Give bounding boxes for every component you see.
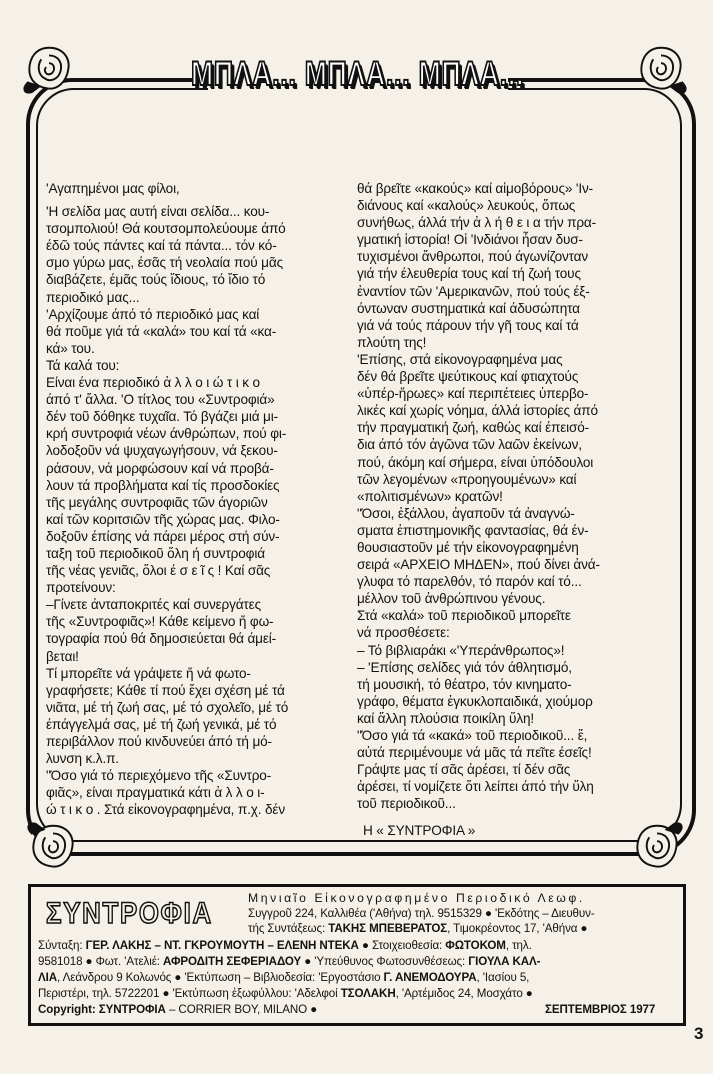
printer-name: Γ. ΑΝΕΜΟΔΟΥΡΑ (383, 971, 477, 984)
text-line: δοξοῦν έπίσης νά πάρει μέρος στή σύν- (46, 528, 280, 544)
text-line: γράφο, θέματα ἐγκυκλοπαιδικά, χιούμορ (357, 693, 593, 709)
rose-icon (24, 818, 82, 876)
text-line: μέλλον τοῦ ἀνθρώπινου γένους. (357, 591, 546, 607)
text-line: Είναι ένα περιοδικό ἀ λ λ ο ι ώ τ ι κ ο (46, 375, 260, 391)
text-line: δέν θά βρεῖτε ψεύτικους καί φτιαχτούς (357, 369, 579, 385)
text-line: καί τῶν κοριτσιῶν τῆς χώρας μας. Φιλο- (46, 511, 280, 527)
masthead-text: τής Συντάξεως: (248, 922, 329, 935)
text-line: Τί μπορεῖτε νά γράψετε ἤ νά φωτο- (46, 665, 251, 681)
text-line: "Όσο γιά τά «κακά» τοῦ περιοδικοῦ... ἔ, (357, 728, 588, 743)
text-line: λουν τά προβλήματα καί τίς προσδοκίες (46, 477, 280, 493)
photocomposition-name: ΓΙΟΥΛΑ ΚΑΛ- (468, 955, 541, 968)
text-line: σματα ἐπιστημονικῆς φαντασίας, θά έν- (357, 522, 589, 538)
cover-printer-name: ΤΣΟΛΑΚΗ (340, 987, 396, 1000)
text-line: θουσιαστοῦν μέ τήν εἰκονογραφημένη (357, 539, 579, 555)
publisher-name: ΤΑΚΗΣ ΜΠΕΒΕΡΑΤΟΣ (328, 922, 448, 935)
rose-icon (632, 40, 690, 98)
text-line: γιά τήν έλευθερία τους καί τή ζωή τους (357, 266, 581, 282)
text-line: – 'Επίσης σελίδες γιά τόν άθλητισμό, (357, 659, 572, 675)
masthead-text: – CORRIER BOY, MILANO ● (165, 1003, 318, 1016)
masthead-text: , 'Ιασίου 5, (476, 971, 530, 984)
masthead-text: , 'Αρτέμιδος 24, Μοσχάτο ● (395, 987, 533, 1000)
text-line: τοῦ περιοδικοῦ... (357, 796, 456, 812)
page-number: 3 (694, 1024, 704, 1043)
text-line: έδῶ τούς πάντες καί τά πάντα... τόν κό- (46, 238, 277, 254)
text-line: συνήθως, άλλά τήν ἀ λ ή θ ε ι α τήν πρα- (357, 215, 596, 231)
text-line: θά ποῦμε γιά τά «καλά» του καί τά «κα- (46, 323, 277, 339)
typesetter-name: ΦΩΤΟΚΟΜ (445, 939, 506, 952)
text-line: αὐτά περιμένουμε νά μᾶς τά πεῖτε έσεῖς! (357, 745, 592, 761)
masthead-line (248, 906, 595, 922)
masthead-text: ● Στοιχειοθεσία: (358, 939, 446, 952)
text-line: τυχισμένοι ἄνθρωποι, πού άγωνίζονταν (357, 249, 589, 265)
text-line: βεται! (46, 648, 79, 664)
masthead-text: Σύνταξη: (38, 939, 86, 952)
text-line: περιοδικό μας... (46, 289, 140, 305)
text-line: τῆς «Συντροφιᾶς»! Κάθε κείμενο ἤ φω- (46, 614, 274, 630)
left-text-column (46, 180, 346, 818)
text-line: τῆς μεγάλης συντροφιᾶς τῶν άγοριῶν (46, 494, 268, 510)
masthead-line (38, 954, 540, 970)
text-line: διαβάζετε, έμᾶς τούς ἴδιους, τό ἴδιο τό (46, 272, 266, 288)
editors-names: ΓΕΡ. ΛΑΚΗΣ – ΝΤ. ΓΚΡΟΥΜΟΥΤΗ – ΕΛΕΝΗ ΝΤΕΚΑ (85, 939, 359, 952)
page-title: ΜΠΛΑ... ΜΠΛΑ... ΜΠΛΑ... (191, 54, 525, 93)
masthead-text: 9581018 ● Φωτ. 'Ατελιέ: (38, 955, 164, 968)
text-line: περιβάλλον πού κινδυνεύει άπό τή μό- (46, 734, 272, 749)
text-line: τῆς νέας γενιᾶς, ὅλοι έ σ ε ῖ ς ! Καί σᾶς (46, 563, 271, 579)
text-line: –Γίνετε άνταποκριτές καί συνεργάτες (46, 597, 261, 613)
text-line: διάνους καί «καλούς» λευκούς, ὅπως (357, 198, 576, 214)
text-line: πλούτη της! (357, 334, 427, 350)
masthead-subtitle: Μηνιαῖο Εἰκονογραφημένο Περιοδικό Λεωφ. (248, 891, 585, 905)
text-line: 'Η σελίδα μας αυτή είναι σελίδα... κου- (46, 204, 270, 220)
masthead-text: , Λεάνδρου 9 Κολωνός ● 'Εκτύπωση – Βιβλιοδεσία: 'Εργοστάσιο (57, 971, 384, 984)
masthead-text: , Τιμοκρέοντος 17, 'Αθήνα ● (447, 922, 588, 935)
text-line: ώ τ ι κ ο . Στά εἰκονογραφημένα, π.χ. δέν (46, 802, 285, 818)
text-line: λικές καί χωρίς νόημα, άλλά ἱστορίες άπό (357, 403, 598, 419)
masthead-text: ● 'Υπεύθυνος Φωτοσυνθέσεως: (301, 955, 469, 968)
text-line: κρή συντροφιά νέων άνθρώπων, πού φι- (46, 426, 287, 442)
title-banner (191, 48, 525, 100)
text-line: δια άπό τόν ἀγῶνα τῶν λαῶν ἐκείνων, (357, 437, 582, 453)
text-line: σειρά «ΑΡΧΕΙΟ ΜΗΔΕΝ», πού δίνει ἀνά- (357, 557, 600, 573)
text-line: άπό τ' ἄλλα. 'Ο τίτλος του «Συντροφιά» (46, 392, 275, 408)
text-line: «πολιτισμένων» κρατῶν! (357, 488, 503, 504)
text-line: νά προσθέσετε: (357, 625, 450, 641)
text-line: γραφήσετε; Κάθε τί πού ἔχει σχέση μέ τά (46, 682, 285, 698)
text-line: ἀρέσει, τί νομίζετε ὅτι λείπει άπό τήν ὕλη (357, 779, 594, 795)
text-line: – Τό βιβλιαράκι «'Υπεράνθρωπος»! (357, 642, 565, 658)
text-line: πού, άκόμη καί σήμερα, είναι ὑπόδουλοι (357, 454, 594, 470)
text-line: γλυφα τό παρελθόν, τό παρόν καί τό... (357, 574, 582, 590)
masthead-text: Περιστέρι, τηλ. 5722201 ● 'Εκτύπωση ἐξωφύλλου: 'Αδελφοί (38, 987, 341, 1000)
text-line: 'Επίσης, στά εἰκονογραφημένα μας (357, 351, 563, 367)
text-line: δέν τοῦ δόθηκε τυχαῖα. Τό βγάζει μιά μι- (46, 409, 278, 425)
masthead-text: Συγγροῦ 224, Καλλιθέα ('Αθήνα) τηλ. 9515329 ● 'Εκδότης – Διευθυν- (248, 907, 595, 920)
text-line: τσομπολιού! Θά κουτσομπολεύουμε άπό (46, 221, 286, 237)
right-text-column (357, 180, 665, 840)
text-line: τῶν λεγομένων «προηγουμένων» καί (357, 471, 577, 487)
masthead-line (38, 1002, 317, 1018)
text-line: γματική ἱστορία! Οἱ 'Ινδιάνοι ἦσαν δυσ- (357, 232, 583, 248)
masthead-line (38, 938, 532, 954)
text-line: έπάγγελμά σας, μέ τή ζωή γενικά, μέ τό (46, 716, 277, 732)
masthead-text: , τηλ. (505, 939, 532, 952)
text-line: ἐναντίον τῶν 'Αμερικανῶν, πού τούς έξ- (357, 283, 590, 299)
text-line: όντωναν συστηματικά καί άδυσώπητα (357, 300, 580, 316)
text-line: ταξη τοῦ περιοδικοῦ ὅλη ή συντροφιά (46, 545, 265, 561)
text-line: τογραφία πού θά δημοσιεύεται θά άμεί- (46, 631, 277, 647)
text-line: γιά νά τούς πάρουν τήν γῆ τους καί τά (357, 317, 579, 333)
issue-date: ΣΕΠΤΕΜΒΡΙΟΣ 1977 (545, 1003, 656, 1016)
text-line: ράσουν, νά μορφώσουν καί νά προβά- (46, 460, 274, 476)
photographer-name: ΑΦΡΟΔΙΤΗ ΣΕΦΕΡΙΑΔΟΥ (163, 955, 302, 968)
text-line: τήν πραγματική ζωή, καθώς καί έπεισό- (357, 420, 590, 436)
text-line: "Όσο γιά τό περιεχόμενο τῆς «Συντρο- (46, 768, 272, 784)
text-line: Τά καλά του: (46, 357, 120, 373)
text-line: προτείνουν: (46, 580, 116, 596)
text-line: 'Αρχίζουμε άπό τό περιοδικό μας καί (46, 306, 260, 322)
text-line: καί ἄλλη πλούσια ποικίλη ὕλη! (357, 710, 535, 726)
masthead-line (248, 921, 587, 937)
text-line: «ὑπέρ-ἥρωες» καί περιπέτειες ὑπερβο- (357, 386, 589, 402)
masthead-logo: ΣΥΝΤΡΟΦΙΑ (46, 897, 213, 930)
text-line: σμο γύρω μας, έσᾶς τή νεολαία πού μᾶς (46, 255, 283, 271)
text-line: φιᾶς», είναι πραγματικά κάτι ἀ λ λ ο ι- (46, 785, 265, 801)
text-line: λοδοξοῦν νά ψυχαγωγήσουν, νά ξεκου- (46, 443, 278, 459)
text-line: 'Αγαπημένοι μας φίλοι, (46, 181, 180, 196)
text-line: θά βρεῖτε «κακούς» καί αἱμοβόρους» 'Ιν- (357, 181, 593, 196)
photocomposition-name: ΛΙΑ (38, 971, 58, 984)
rose-icon (20, 40, 78, 98)
text-line: κά» του. (46, 340, 95, 356)
text-line: λυνση κ.λ.π. (46, 751, 119, 767)
text-line: Γράψτε μας τί σᾶς ἀρέσει, τί δέν σᾶς (357, 762, 571, 778)
text-line: τή μουσική, τό θέατρο, τόν κινηματο- (357, 676, 572, 692)
masthead-line (38, 970, 529, 986)
text-line: νιᾶτα, μέ τή ζωή σας, μέ τό σχολεῖο, μέ τό (46, 699, 289, 715)
masthead-line (38, 986, 533, 1002)
text-line: Στά «καλά» τοῦ περιοδικοῦ μπορεῖτε (357, 608, 571, 624)
signature: Η « ΣΥΝΤΡΟΦΙΑ » (363, 823, 476, 839)
text-line: "Όσοι, ἐξάλλου, ἀγαποῦν τά ἀναγνώ- (357, 505, 575, 521)
copyright: Copyright: ΣΥΝΤΡΟΦΙΑ (38, 1003, 166, 1016)
